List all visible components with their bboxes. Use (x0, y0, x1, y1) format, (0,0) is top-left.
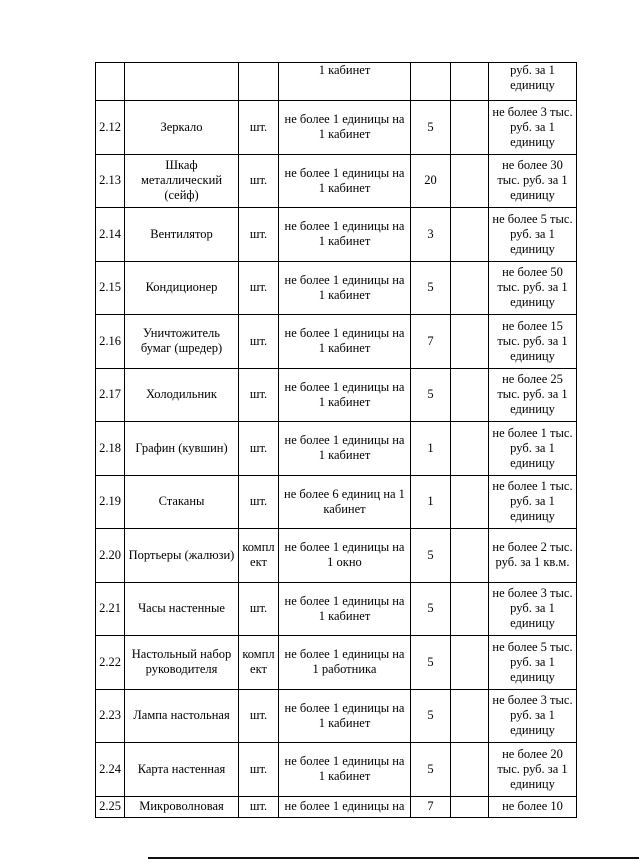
cell-qty: 5 (411, 529, 451, 583)
cell-price: не более 3 тыс. руб. за 1 единицу (489, 101, 577, 155)
cell-blank (451, 154, 489, 208)
cell-qty: 1 (411, 422, 451, 476)
cell-name: Карта настенная (125, 743, 239, 797)
furniture-norms-table (95, 62, 577, 818)
cell-price: не более 10 (489, 796, 577, 817)
cell-price: не более 20 тыс. руб. за 1 единицу (489, 743, 577, 797)
furniture-norms-table-page (95, 62, 577, 818)
cell-qty: 5 (411, 261, 451, 315)
cell-price: не более 5 тыс. руб. за 1 единицу (489, 636, 577, 690)
cell-unit: компл ект (239, 636, 279, 690)
cell-blank (451, 422, 489, 476)
cell-norm: 1 кабинет (279, 63, 411, 101)
table-row (96, 422, 577, 476)
cell-norm: не более 1 единицы на 1 кабинет (279, 582, 411, 636)
cell-blank (451, 475, 489, 529)
table-row (96, 368, 577, 422)
cell-qty: 5 (411, 689, 451, 743)
cell-unit: шт. (239, 796, 279, 817)
cell-num: 2.21 (96, 582, 125, 636)
cell-price: не более 30 тыс. руб. за 1 единицу (489, 154, 577, 208)
cell-unit (239, 63, 279, 101)
cell-norm: не более 1 единицы на (279, 796, 411, 817)
cell-num: 2.16 (96, 315, 125, 369)
cell-unit: шт. (239, 689, 279, 743)
cell-blank (451, 529, 489, 583)
cell-num: 2.18 (96, 422, 125, 476)
table-row (96, 689, 577, 743)
cell-qty: 5 (411, 636, 451, 690)
cell-blank (451, 743, 489, 797)
cell-unit: шт. (239, 582, 279, 636)
cell-price: не более 15 тыс. руб. за 1 единицу (489, 315, 577, 369)
cell-qty: 5 (411, 368, 451, 422)
cell-unit: шт. (239, 743, 279, 797)
cell-num: 2.17 (96, 368, 125, 422)
table-row (96, 101, 577, 155)
cell-price: не более 1 тыс. руб. за 1 единицу (489, 422, 577, 476)
cell-name: Микроволновая (125, 796, 239, 817)
table-row (96, 261, 577, 315)
cell-name: Холодильник (125, 368, 239, 422)
table-row (96, 529, 577, 583)
cell-blank (451, 636, 489, 690)
cell-norm: не более 1 единицы на 1 окно (279, 529, 411, 583)
cell-num: 2.23 (96, 689, 125, 743)
cell-name: Часы настенные (125, 582, 239, 636)
cell-qty: 5 (411, 743, 451, 797)
cell-price: не более 25 тыс. руб. за 1 единицу (489, 368, 577, 422)
cell-blank (451, 368, 489, 422)
cell-unit: компл ект (239, 529, 279, 583)
cell-price: не более 2 тыс. руб. за 1 кв.м. (489, 529, 577, 583)
cell-norm: не более 1 единицы на 1 кабинет (279, 208, 411, 262)
cell-name: Лампа настольная (125, 689, 239, 743)
cell-num: 2.15 (96, 261, 125, 315)
cell-norm: не более 1 единицы на 1 кабинет (279, 689, 411, 743)
cell-name: Зеркало (125, 101, 239, 155)
table-row (96, 582, 577, 636)
cell-qty: 7 (411, 796, 451, 817)
cell-qty: 5 (411, 582, 451, 636)
table-row (96, 154, 577, 208)
cell-qty (411, 63, 451, 101)
cell-price: не более 1 тыс. руб. за 1 единицу (489, 475, 577, 529)
cell-name: Шкаф металлический (сейф) (125, 154, 239, 208)
cell-blank (451, 63, 489, 101)
table-row (96, 743, 577, 797)
cell-norm: не более 1 единицы на 1 кабинет (279, 368, 411, 422)
cell-norm: не более 1 единицы на 1 кабинет (279, 101, 411, 155)
cell-norm: не более 6 единиц на 1 кабинет (279, 475, 411, 529)
cell-name: Вентилятор (125, 208, 239, 262)
cell-blank (451, 689, 489, 743)
cell-unit: шт. (239, 475, 279, 529)
cell-qty: 1 (411, 475, 451, 529)
cell-unit: шт. (239, 422, 279, 476)
cell-name: Кондиционер (125, 261, 239, 315)
cell-num: 2.19 (96, 475, 125, 529)
cell-unit: шт. (239, 315, 279, 369)
cell-num: 2.25 (96, 796, 125, 817)
table-row (96, 208, 577, 262)
cell-name: Настольный набор руководителя (125, 636, 239, 690)
cell-num: 2.22 (96, 636, 125, 690)
cell-unit: шт. (239, 368, 279, 422)
cell-num: 2.12 (96, 101, 125, 155)
cell-num: 2.20 (96, 529, 125, 583)
cell-norm: не более 1 единицы на 1 кабинет (279, 422, 411, 476)
cell-num: 2.13 (96, 154, 125, 208)
cell-norm: не более 1 единицы на 1 работника (279, 636, 411, 690)
cell-name (125, 63, 239, 101)
cell-unit: шт. (239, 154, 279, 208)
cell-norm: не более 1 единицы на 1 кабинет (279, 261, 411, 315)
table-row (96, 636, 577, 690)
cell-blank (451, 315, 489, 369)
cell-unit: шт. (239, 101, 279, 155)
cell-num (96, 63, 125, 101)
cell-price: руб. за 1 единицу (489, 63, 577, 101)
cell-norm: не более 1 единицы на 1 кабинет (279, 315, 411, 369)
table-row-continuation (96, 63, 577, 101)
table-row (96, 315, 577, 369)
cell-price: не более 3 тыс. руб. за 1 единицу (489, 582, 577, 636)
cell-qty: 7 (411, 315, 451, 369)
cell-name: Уничтожитель бумаг (шредер) (125, 315, 239, 369)
cell-name: Стаканы (125, 475, 239, 529)
cell-qty: 3 (411, 208, 451, 262)
cell-price: не более 50 тыс. руб. за 1 единицу (489, 261, 577, 315)
cell-norm: не более 1 единицы на 1 кабинет (279, 743, 411, 797)
cell-blank (451, 261, 489, 315)
cell-norm: не более 1 единицы на 1 кабинет (279, 154, 411, 208)
cell-blank (451, 101, 489, 155)
table-body (96, 63, 577, 818)
cell-blank (451, 796, 489, 817)
cell-name: Портьеры (жалюзи) (125, 529, 239, 583)
cell-qty: 5 (411, 101, 451, 155)
table-row (96, 475, 577, 529)
cell-qty: 20 (411, 154, 451, 208)
cell-blank (451, 208, 489, 262)
cell-blank (451, 582, 489, 636)
cell-num: 2.24 (96, 743, 125, 797)
cell-unit: шт. (239, 261, 279, 315)
cell-price: не более 3 тыс. руб. за 1 единицу (489, 689, 577, 743)
cell-price: не более 5 тыс. руб. за 1 единицу (489, 208, 577, 262)
page-bottom-rule (148, 857, 639, 859)
cell-name: Графин (кувшин) (125, 422, 239, 476)
table-row (96, 796, 577, 817)
cell-num: 2.14 (96, 208, 125, 262)
cell-unit: шт. (239, 208, 279, 262)
